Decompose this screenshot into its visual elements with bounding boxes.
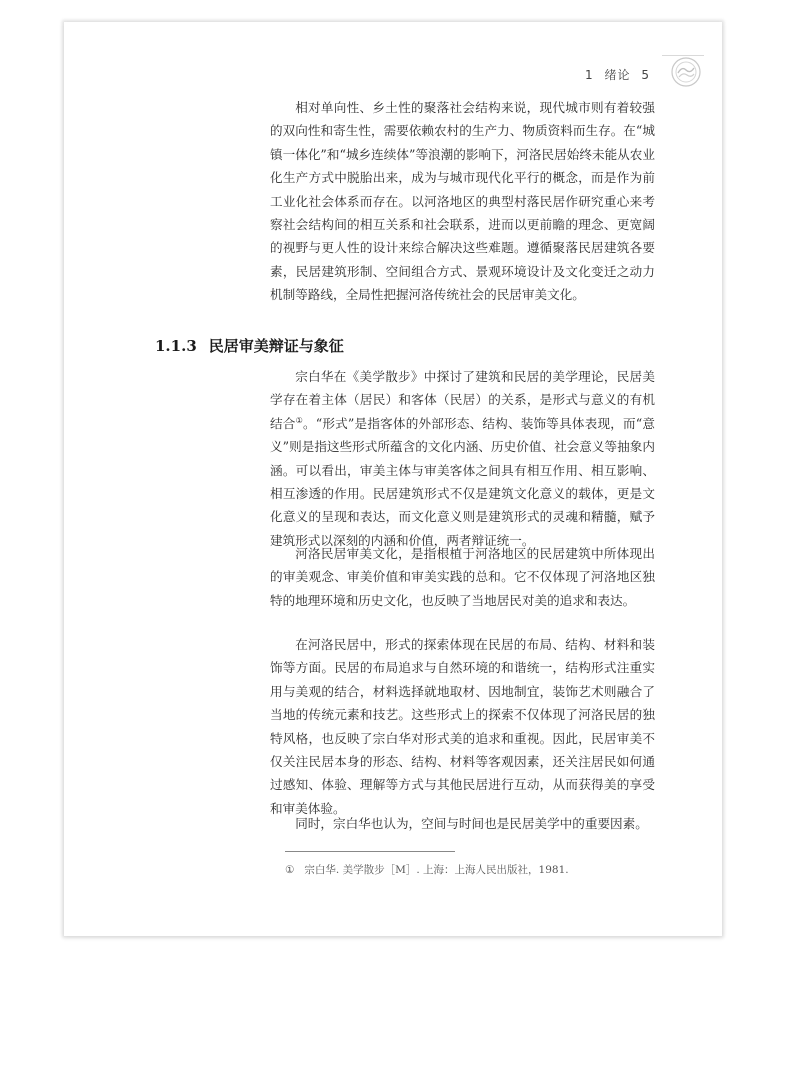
book-page <box>64 22 722 936</box>
paragraph-2 <box>270 365 655 552</box>
paragraph-1: 相对单向性、乡土性的聚落社会结构来说，现代城市则有着较强的双向性和寄生性，需要依赖农村的生产力、物质资料而生存。在“城镇一体化”和“城乡连续体”等浪潮的影响下，河洛民居始终未能从农业化生产方式中脱胎出来，成为与城市现代化平行的概念，而是作为前工业化社会体系而存在。以河洛地区的典型村落民居作研究重心来考察社会结构间的相互关系和社会联系，进而以更前瞻的理念、更宽阔的视野与更人性的设计来综合解决这些难题。遵循聚落民居建筑各要素，民居建筑形制、空间组合方式、景观环境设计及文化变迁之动力机制等路线，全局性把握河洛传统社会的民居审美文化。 <box>270 100 655 303</box>
section-title: 民居审美辩证与象征 <box>208 337 344 355</box>
section-heading <box>155 335 344 356</box>
paragraph-3: 河洛民居审美文化，是指根植于河洛地区的民居建筑中所体现出的审美观念、审美价值和审美实践的总和。它不仅体现了河洛地区独特的地理环境和历史文化，也反映了当地居民对美的追求和表达。 <box>270 546 655 608</box>
footnote-marker: ① <box>285 864 295 876</box>
paragraph-2-part-2: 。“形式”是指客体的外部形态、结构、装饰等具体表现，而“意义”则是指这些形式所蕴含的文化内涵、历史价值、社会意义等抽象内涵。可以看出，审美主体与审美客体之间具有相互作用、相互影响、相互渗透的作用。民居建筑形式不仅是建筑文化意义的载体，更是文化意义的呈现和表达，而文化意义则是建筑形式的灵魂和精髓，赋予建筑形式以深刻的内涵和价值，两者辩证统一。 <box>270 415 656 548</box>
footnote <box>285 862 569 877</box>
paragraph-5: 同时，宗白华也认为，空间与时间也是民居美学中的重要因素。 <box>295 816 648 831</box>
paragraph-2-part-1: 宗白华在《美学散步》中探讨了建筑和民居的美学理论，民居美学存在着主体（居民）和客体（民居）的关系，是形式与意义的有机结合 <box>270 369 655 431</box>
footnote-text: 宗白华. 美学散步［M］. 上海：上海人民出版社，1981. <box>304 864 569 876</box>
chapter-title: 绪论 <box>604 68 631 82</box>
page-number: 5 <box>641 68 650 82</box>
chapter-number: 1 <box>585 68 594 82</box>
paragraph-4: 在河洛民居中，形式的探索体现在民居的布局、结构、材料和装饰等方面。民居的布局追求与自然环境的和谐统一，结构形式注重实用与美观的结合，材料选择就地取材、因地制宜，装饰艺术则融合了当地的传统元素和技艺。这些形式上的探索不仅体现了河洛民居的独特风格，也反映了宗白华对形式美的追求和重视。因此，民居审美不仅关注民居本身的形态、结构、材料等客观因素，还关注居民如何通过感知、体验、理解等方式与其他民居进行互动，从而获得美的享受和审美体验。 <box>270 637 655 816</box>
section-number: 1.1.3 <box>155 337 197 355</box>
logo-emblem-icon <box>670 56 702 88</box>
footnote-reference: ① <box>295 415 303 425</box>
footnote-rule <box>285 851 455 852</box>
running-header <box>579 66 650 83</box>
